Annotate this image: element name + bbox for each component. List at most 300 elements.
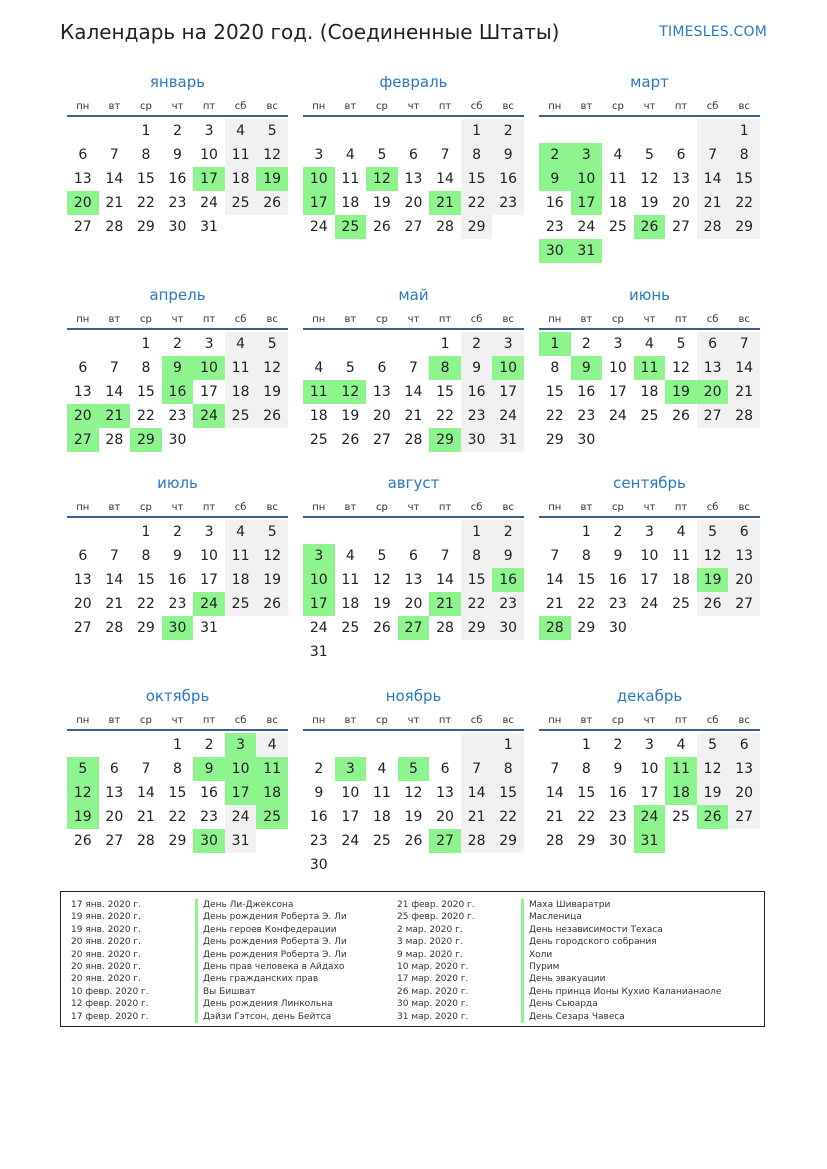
- empty-cell: [335, 332, 367, 356]
- day-cell: 14: [436, 572, 454, 588]
- day-cell: 7: [697, 143, 729, 167]
- day-cell: 13: [728, 757, 760, 781]
- day-cell: 27: [73, 219, 92, 235]
- day-cell: 29: [545, 432, 564, 448]
- day-cell: 10: [640, 761, 659, 777]
- day-cell: 7: [109, 360, 119, 376]
- day-cell: 30: [461, 428, 493, 452]
- day-cell: 30: [577, 432, 596, 448]
- day-cell: 14: [105, 572, 124, 588]
- day-cell: 10: [608, 360, 627, 376]
- day-cell: 2: [461, 332, 493, 356]
- holiday-day-cell: 9: [571, 356, 603, 380]
- empty-cell: [67, 520, 99, 544]
- weekday-label: вт: [580, 101, 593, 112]
- legend-holiday-name: День эвакуации: [521, 973, 605, 985]
- day-cell: 30: [168, 432, 187, 448]
- holiday-day-cell: 11: [634, 356, 666, 380]
- weekday-label: чт: [643, 715, 656, 726]
- day-cell: 25: [341, 620, 360, 636]
- weekday-label: сб: [470, 715, 483, 726]
- day-cell: 7: [550, 761, 560, 777]
- day-cell: 26: [73, 833, 92, 849]
- day-cell: 16: [309, 809, 328, 825]
- day-cell: 24: [309, 219, 328, 235]
- brand-link[interactable]: TIMESLES.COM: [659, 24, 767, 40]
- weekday-label: пн: [312, 502, 326, 513]
- weekday-label: сб: [234, 715, 247, 726]
- weekday-header: [303, 311, 524, 330]
- day-cell: 28: [545, 833, 564, 849]
- day-cell: 21: [461, 805, 493, 829]
- day-cell: 20: [436, 809, 454, 825]
- month-name: январь: [149, 73, 206, 91]
- day-cell: 4: [676, 737, 686, 753]
- weekday-header: [303, 98, 524, 117]
- day-cell: 5: [345, 360, 355, 376]
- holiday-day-cell: 3: [335, 757, 367, 781]
- legend-row: [397, 973, 721, 985]
- day-cell: 25: [672, 596, 690, 612]
- legend-row: [71, 936, 347, 948]
- holiday-day-cell: 29: [429, 428, 461, 452]
- weekday-label: ср: [611, 101, 624, 112]
- day-cell: 13: [672, 171, 690, 187]
- weekday-label: вт: [580, 502, 593, 513]
- day-cell: 5: [377, 548, 387, 564]
- legend-holiday-name: День прав человека в Айдахо: [195, 961, 344, 973]
- weekday-label: сб: [706, 715, 719, 726]
- day-cell: 12: [697, 757, 729, 781]
- weekday-label: чт: [407, 715, 420, 726]
- holiday-day-cell: 12: [67, 781, 99, 805]
- day-cell: 19: [341, 408, 360, 424]
- weekday-label: чт: [407, 314, 420, 325]
- empty-cell: [99, 520, 131, 544]
- day-cell: 23: [577, 408, 596, 424]
- day-cell: 24: [640, 596, 659, 612]
- day-cell: 18: [341, 596, 360, 612]
- holiday-day-cell: 30: [539, 239, 571, 263]
- legend-date: 17 мар. 2020 г.: [397, 974, 469, 985]
- day-cell: 8: [550, 360, 560, 376]
- day-cell: 31: [200, 219, 218, 235]
- holiday-day-cell: 9: [539, 167, 571, 191]
- day-cell: 6: [109, 761, 119, 777]
- day-grid: [539, 332, 760, 452]
- day-cell: 21: [728, 380, 760, 404]
- empty-cell: [697, 119, 729, 143]
- holiday-day-cell: 30: [162, 616, 194, 640]
- day-cell: 2: [173, 336, 182, 352]
- day-cell: 31: [200, 620, 218, 636]
- legend-row: [397, 911, 721, 923]
- legend-row: [71, 899, 347, 911]
- weekday-label: пт: [202, 502, 216, 513]
- month-10: [67, 686, 288, 853]
- weekday-label: вс: [502, 314, 514, 325]
- weekday-header: [539, 311, 760, 330]
- day-cell: 5: [256, 520, 288, 544]
- legend-date: 10 февр. 2020 г.: [71, 986, 149, 997]
- holiday-day-cell: 17: [193, 167, 225, 191]
- weekday-label: вт: [344, 715, 357, 726]
- empty-cell: [67, 332, 99, 356]
- weekday-label: пн: [548, 101, 562, 112]
- weekday-label: пт: [202, 101, 216, 112]
- day-cell: 30: [608, 620, 627, 636]
- day-cell: 2: [173, 123, 182, 139]
- weekday-label: пт: [674, 101, 688, 112]
- month-1: [67, 72, 288, 239]
- day-cell: 16: [492, 167, 524, 191]
- day-cell: 15: [492, 781, 524, 805]
- day-cell: 28: [436, 219, 454, 235]
- day-cell: 15: [461, 167, 493, 191]
- day-grid: [539, 119, 760, 263]
- month-2: [303, 72, 524, 239]
- legend-date: 10 мар. 2020 г.: [397, 961, 469, 972]
- day-cell: 8: [728, 143, 760, 167]
- holiday-day-cell: 27: [398, 616, 430, 640]
- day-cell: 31: [492, 428, 524, 452]
- weekday-header: [303, 499, 524, 518]
- day-cell: 25: [225, 191, 257, 215]
- weekday-header: [539, 98, 760, 117]
- day-cell: 13: [404, 171, 423, 187]
- day-cell: 20: [404, 195, 423, 211]
- month-name: апрель: [149, 286, 206, 304]
- day-cell: 16: [577, 384, 596, 400]
- day-grid: [303, 520, 524, 664]
- weekday-label: ср: [375, 314, 388, 325]
- day-cell: 5: [676, 336, 686, 352]
- day-cell: 12: [672, 360, 690, 376]
- day-cell: 15: [577, 572, 596, 588]
- weekday-header: [67, 499, 288, 518]
- legend-holiday-name: День рождения Роберта Э. Ли: [195, 911, 347, 923]
- holiday-day-cell: 5: [67, 757, 99, 781]
- day-grid: [303, 332, 524, 452]
- day-cell: 7: [440, 147, 450, 163]
- holiday-day-cell: 17: [303, 191, 335, 215]
- day-cell: 19: [640, 195, 659, 211]
- day-cell: 31: [309, 644, 328, 660]
- day-cell: 21: [697, 191, 729, 215]
- day-cell: 2: [314, 761, 324, 777]
- weekday-label: пн: [76, 101, 90, 112]
- weekday-label: вт: [108, 715, 121, 726]
- day-cell: 8: [581, 548, 591, 564]
- day-cell: 6: [697, 332, 729, 356]
- empty-cell: [634, 119, 666, 143]
- day-cell: 3: [314, 147, 324, 163]
- weekday-label: пн: [76, 314, 90, 325]
- legend-holiday-name: День независимости Техаса: [521, 924, 663, 936]
- weekday-label: ср: [375, 502, 388, 513]
- day-cell: 11: [225, 544, 257, 568]
- day-cell: 18: [341, 195, 360, 211]
- day-cell: 18: [309, 408, 328, 424]
- day-cell: 28: [105, 620, 124, 636]
- weekday-label: пт: [202, 314, 216, 325]
- day-cell: 12: [256, 356, 288, 380]
- day-cell: 26: [341, 432, 360, 448]
- day-cell: 29: [728, 215, 760, 239]
- weekday-label: пт: [438, 314, 452, 325]
- holiday-day-cell: 3: [303, 544, 335, 568]
- day-grid: [539, 520, 760, 640]
- day-cell: 10: [341, 785, 360, 801]
- weekday-label: чт: [171, 502, 184, 513]
- empty-cell: [366, 119, 398, 143]
- day-cell: 18: [225, 568, 257, 592]
- weekday-label: чт: [643, 101, 656, 112]
- day-cell: 21: [545, 596, 564, 612]
- legend-holiday-name: День Ли-Джексона: [195, 899, 293, 911]
- day-cell: 23: [492, 592, 524, 616]
- holiday-day-cell: 11: [256, 757, 288, 781]
- weekday-label: вт: [344, 101, 357, 112]
- empty-cell: [99, 119, 131, 143]
- day-cell: 19: [256, 380, 288, 404]
- day-cell: 14: [697, 167, 729, 191]
- day-cell: 11: [225, 356, 257, 380]
- legend-row: [71, 973, 347, 985]
- month-name: март: [630, 73, 669, 91]
- legend-row: [71, 911, 347, 923]
- day-cell: 14: [404, 384, 423, 400]
- day-cell: 17: [640, 572, 659, 588]
- day-cell: 27: [404, 219, 423, 235]
- legend-date: 9 мар. 2020 г.: [397, 949, 463, 960]
- weekday-label: вс: [738, 502, 750, 513]
- legend-row: [71, 961, 347, 973]
- legend-column-1: [71, 899, 347, 1023]
- day-cell: 10: [200, 147, 218, 163]
- day-cell: 23: [461, 404, 493, 428]
- day-cell: 15: [168, 785, 187, 801]
- day-cell: 3: [492, 332, 524, 356]
- legend-date: 20 янв. 2020 г.: [71, 974, 141, 985]
- weekday-label: вс: [266, 314, 278, 325]
- day-cell: 30: [608, 833, 627, 849]
- day-cell: 24: [309, 620, 328, 636]
- day-cell: 2: [173, 524, 182, 540]
- weekday-label: ср: [611, 502, 624, 513]
- month-name: февраль: [379, 73, 448, 91]
- day-cell: 13: [436, 785, 454, 801]
- day-cell: 21: [136, 809, 155, 825]
- day-cell: 20: [105, 809, 124, 825]
- day-cell: 28: [105, 432, 124, 448]
- day-cell: 20: [404, 596, 423, 612]
- weekday-label: вт: [108, 101, 121, 112]
- weekday-label: пн: [548, 715, 562, 726]
- holiday-day-cell: 18: [256, 781, 288, 805]
- day-cell: 28: [461, 829, 493, 853]
- day-cell: 26: [256, 191, 288, 215]
- day-cell: 2: [581, 336, 591, 352]
- legend-row: [397, 899, 721, 911]
- day-cell: 24: [608, 408, 627, 424]
- day-cell: 18: [225, 380, 257, 404]
- legend-date: 19 янв. 2020 г.: [71, 912, 141, 923]
- holiday-day-cell: 31: [571, 239, 603, 263]
- day-cell: 13: [105, 785, 124, 801]
- weekday-label: ср: [611, 715, 624, 726]
- day-cell: 12: [697, 544, 729, 568]
- holiday-day-cell: 30: [193, 829, 225, 853]
- day-cell: 25: [608, 219, 627, 235]
- holiday-day-cell: 28: [539, 616, 571, 640]
- day-cell: 2: [613, 524, 623, 540]
- day-cell: 14: [545, 785, 564, 801]
- day-cell: 31: [225, 829, 257, 853]
- day-cell: 1: [141, 123, 151, 139]
- day-cell: 23: [200, 809, 218, 825]
- day-cell: 7: [440, 548, 450, 564]
- day-cell: 13: [73, 572, 92, 588]
- empty-cell: [398, 119, 430, 143]
- weekday-label: вс: [738, 314, 750, 325]
- holiday-day-cell: 29: [130, 428, 162, 452]
- empty-cell: [398, 520, 430, 544]
- day-cell: 28: [136, 833, 155, 849]
- day-cell: 8: [492, 757, 524, 781]
- weekday-header: [67, 98, 288, 117]
- day-cell: 15: [136, 384, 155, 400]
- day-cell: 13: [697, 356, 729, 380]
- day-cell: 21: [105, 195, 124, 211]
- day-cell: 6: [440, 761, 450, 777]
- holiday-day-cell: 25: [335, 215, 367, 239]
- legend-row: [71, 998, 347, 1010]
- holiday-day-cell: 21: [429, 592, 461, 616]
- holiday-day-cell: 5: [398, 757, 430, 781]
- day-cell: 5: [697, 520, 729, 544]
- weekday-label: вт: [344, 502, 357, 513]
- empty-cell: [571, 119, 603, 143]
- day-cell: 25: [309, 432, 328, 448]
- holiday-day-cell: 12: [335, 380, 367, 404]
- day-cell: 8: [461, 544, 493, 568]
- weekday-label: вс: [266, 502, 278, 513]
- day-cell: 23: [309, 833, 328, 849]
- month-6: [539, 285, 760, 452]
- holiday-day-cell: 11: [303, 380, 335, 404]
- empty-cell: [429, 733, 461, 757]
- day-cell: 12: [256, 544, 288, 568]
- day-cell: 9: [613, 548, 623, 564]
- day-cell: 20: [672, 195, 690, 211]
- day-cell: 24: [341, 833, 360, 849]
- day-cell: 29: [168, 833, 187, 849]
- day-cell: 8: [141, 360, 151, 376]
- empty-cell: [398, 733, 430, 757]
- day-cell: 1: [141, 524, 151, 540]
- weekday-label: сб: [470, 502, 483, 513]
- day-cell: 22: [436, 408, 454, 424]
- holiday-day-cell: 27: [67, 428, 99, 452]
- day-cell: 6: [377, 360, 387, 376]
- day-cell: 26: [256, 592, 288, 616]
- legend-date: 26 мар. 2020 г.: [397, 986, 469, 997]
- legend-row: [71, 949, 347, 961]
- day-cell: 6: [409, 147, 418, 163]
- day-cell: 26: [372, 620, 391, 636]
- empty-cell: [67, 733, 99, 757]
- day-cell: 27: [697, 404, 729, 428]
- legend-row: [71, 924, 347, 936]
- empty-cell: [335, 733, 367, 757]
- weekday-label: сб: [234, 502, 247, 513]
- weekday-label: пт: [674, 502, 688, 513]
- legend-row: [397, 949, 721, 961]
- day-cell: 6: [409, 548, 418, 564]
- legend-holiday-name: День Сезара Чавеса: [521, 1011, 625, 1023]
- empty-cell: [429, 119, 461, 143]
- day-cell: 17: [608, 384, 627, 400]
- legend-date: 17 янв. 2020 г.: [71, 900, 141, 910]
- day-cell: 25: [640, 408, 659, 424]
- legend-date: 2 мар. 2020 г.: [397, 924, 463, 935]
- weekday-label: сб: [706, 502, 719, 513]
- day-cell: 23: [492, 191, 524, 215]
- day-cell: 15: [545, 384, 564, 400]
- holiday-day-cell: 20: [67, 191, 99, 215]
- day-cell: 2: [492, 520, 524, 544]
- day-cell: 9: [314, 785, 324, 801]
- weekday-label: пн: [76, 715, 90, 726]
- day-cell: 15: [136, 572, 155, 588]
- day-cell: 16: [545, 195, 564, 211]
- day-cell: 24: [577, 219, 596, 235]
- holiday-day-cell: 17: [571, 191, 603, 215]
- holiday-day-cell: 10: [492, 356, 524, 380]
- weekday-label: сб: [470, 314, 483, 325]
- day-cell: 22: [461, 191, 493, 215]
- day-cell: 21: [105, 596, 124, 612]
- legend-row: [397, 998, 721, 1010]
- weekday-label: пн: [548, 314, 562, 325]
- day-cell: 24: [225, 805, 257, 829]
- day-cell: 22: [136, 408, 155, 424]
- holiday-day-cell: 10: [303, 167, 335, 191]
- month-11: [303, 686, 524, 877]
- day-cell: 4: [225, 119, 257, 143]
- day-cell: 26: [697, 592, 729, 616]
- day-cell: 19: [372, 195, 391, 211]
- day-cell: 19: [256, 568, 288, 592]
- legend-holiday-name: День рождения Роберта Э. Ли: [195, 936, 347, 948]
- day-grid: [539, 733, 760, 853]
- day-cell: 2: [492, 119, 524, 143]
- day-cell: 4: [256, 733, 288, 757]
- day-cell: 15: [436, 384, 454, 400]
- legend-date: 30 мар. 2020 г.: [397, 999, 469, 1010]
- weekday-label: сб: [470, 101, 483, 112]
- holiday-day-cell: 18: [665, 781, 697, 805]
- day-cell: 8: [141, 147, 151, 163]
- holiday-day-cell: 24: [634, 805, 666, 829]
- day-cell: 30: [168, 219, 187, 235]
- day-cell: 23: [545, 219, 564, 235]
- weekday-label: вс: [738, 101, 750, 112]
- day-cell: 24: [492, 404, 524, 428]
- day-cell: 10: [640, 548, 659, 564]
- day-cell: 1: [440, 336, 450, 352]
